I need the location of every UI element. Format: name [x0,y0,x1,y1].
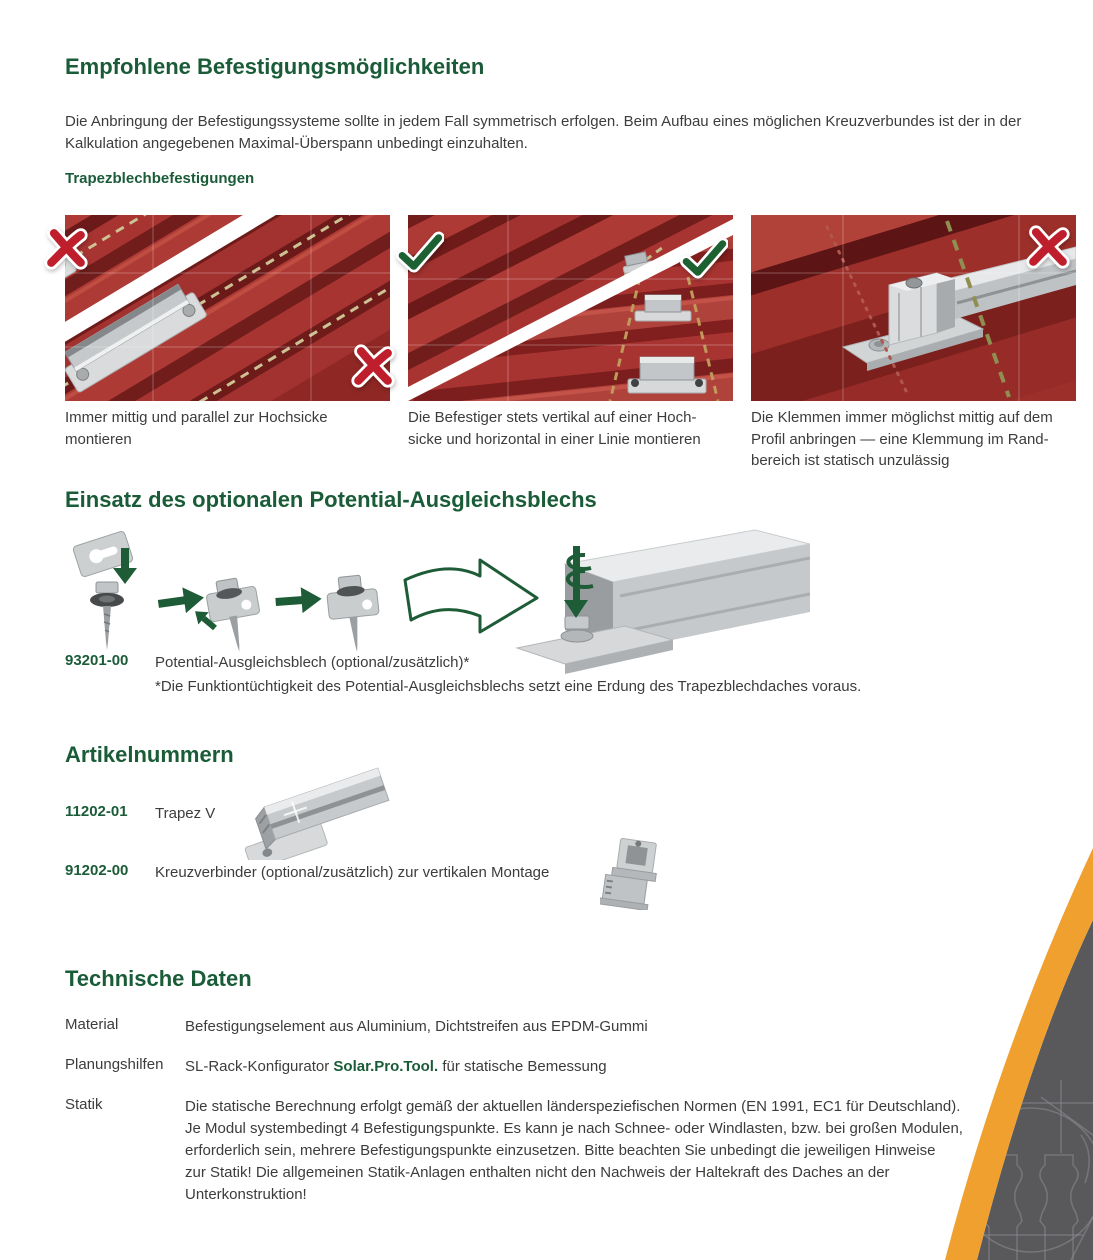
cross-icon [350,343,396,389]
article-number: 11202-01 [65,803,128,820]
figure-caption: Die Klemmen immer möglichst mittig auf dem Profil anbringen — eine Klemmung im Rand- bereich ist statisch unzulässig [751,409,1053,469]
roof-photo-vertical-mounting [408,215,733,401]
gray-corner-shape [977,920,1093,1260]
tech-value-statik: Die statische Berechnung erfolgt gemäß der aktuellen länderspeziefischen Normen (EN 1991, EC1 für Deutschland). Je Modul systembedingt 4 Befestigungspunkte. Es kann je nach Schnee- oder Windlasten, bzw. bei großen Modulen, erforderlich sein, mehrere Befestigungspunkte einzusetzen. Bitte beachten Sie unbedingt die jeweiligen Hinweise zur Statik! Die allgemeinen Statik-Anlagen enthalten nicht den Nachweis der Haltekraft des Daches an der Unterkonstruktion! [185,1098,963,1203]
intro-paragraph: Die Anbringung der Befestigungssysteme sollte in jedem Fall symmetrisch erfolgen. Beim Aufbau eines möglichen Kreuzverbundes ist der in der Kalkulation angegebenen Maximal-Überspann unbedingt einzuhalten. [65,113,1022,152]
part-number: 93201-00 [65,652,129,669]
section-title-technical: Technische Daten [65,966,252,991]
check-icon [396,228,444,276]
tech-value-suffix: für statische Bemessung [438,1058,607,1075]
check-icon [680,234,728,282]
section-subheading: Trapezblechbefestigungen [65,170,255,187]
part-name: Potential-Ausgleichsblech (optional/zusätzlich)* [155,654,470,671]
roof-photo-parallel-mounting [65,215,390,401]
small-fastener [628,357,706,393]
figure-caption: Die Befestiger stets vertikal auf einer Hoch- sicke und horizontal in einer Linie montieren [408,409,701,448]
tech-label-material: Material [65,1016,119,1033]
tech-label-planungshilfen: Planungshilfen [65,1056,164,1073]
roof-photo-clamp-position [751,215,1076,401]
big-outline-arrow-icon [405,560,537,632]
section-title-articles: Artikelnummern [65,742,234,767]
section-title-potential: Einsatz des optionalen Potential-Ausgleichsblechs [65,487,597,512]
tech-value-prefix: SL-Rack-Konfigurator [185,1058,334,1075]
trapez-v-rail-image [235,765,395,860]
roof-scene-1 [65,215,390,401]
kreuzverbinder-image [600,838,662,910]
article-name: Trapez V [155,805,216,822]
article-number: 91202-00 [65,862,129,879]
tech-label-statik: Statik [65,1096,103,1113]
figure-caption: Immer mittig und parallel zur Hochsicke montieren [65,409,328,448]
cross-icon [43,225,89,271]
corner-decoration [831,835,1093,1260]
article-name: Kreuzverbinder (optional/zusätzlich) zur vertikalen Montage [155,864,550,881]
footnote: *Die Funktiontüchtigkeit des Potential-Ausgleichsblechs setzt eine Erdung des Trapezblechdaches voraus. [155,678,862,695]
page-title: Empfohlene Befestigungsmöglichkeiten [65,54,485,79]
cross-icon [1025,224,1071,270]
tech-value-material: Befestigungselement aus Aluminium, Dichtstreifen aus EPDM-Gummi [185,1018,648,1035]
right-arrow-icon [275,586,323,615]
brand-name: Solar.Pro.Tool. [333,1058,439,1075]
